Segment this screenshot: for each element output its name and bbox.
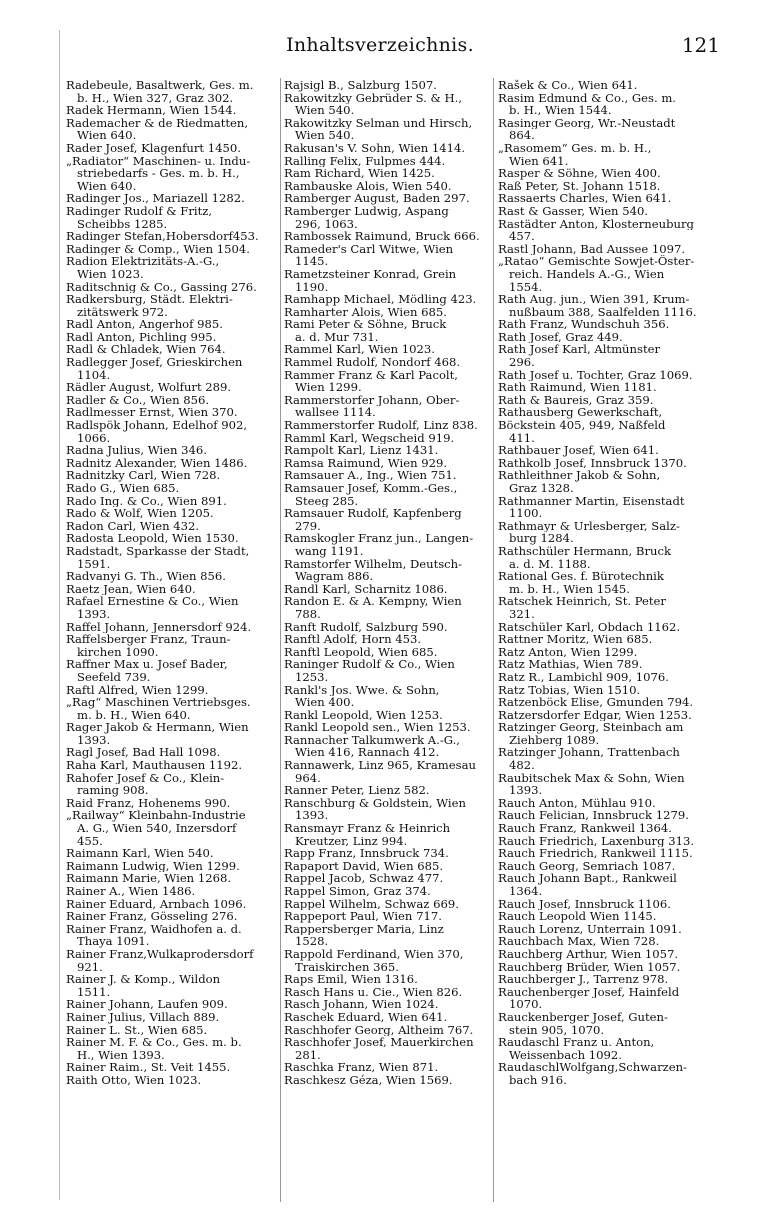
directory-entry-line: Raudaschl Franz u. Anton, — [498, 1036, 655, 1049]
directory-entry-line: raming 908. — [77, 784, 149, 797]
directory-entry-line: 321. — [509, 607, 535, 621]
directory-entry-line: Rampolt Karl, Lienz 1431. — [284, 444, 439, 457]
directory-entry-line: Rappel Jacob, Schwaz 477. — [284, 872, 444, 885]
directory-entry-line: 1393. — [509, 784, 543, 797]
directory-entry-line: H., Wien 1393. — [77, 1048, 165, 1062]
directory-entry-line: 1104. — [77, 368, 111, 382]
page-number: 121 — [681, 33, 720, 57]
directory-entry-line: Rauch Anton, Mühlau 910. — [498, 796, 656, 810]
directory-entry-line: zitätswerk 972. — [77, 305, 168, 319]
directory-entry-line: Rädler August, Wolfurt 289. — [66, 381, 232, 394]
directory-entry-line: Rado Ing. & Co., Wien 891. — [66, 494, 227, 508]
directory-entry-line: Ramml Karl, Wegscheid 919. — [284, 431, 455, 445]
directory-entry-line: Raditschnig & Co., Gassing 276. — [66, 280, 257, 294]
directory-entry-line: Ratschek Heinrich, St. Peter — [498, 595, 666, 608]
directory-entry-line: Raha Karl, Mauthausen 1192. — [66, 759, 243, 772]
directory-entry-line: Wien 416, Rannach 412. — [295, 746, 440, 760]
directory-entry-line: Rašek & Co., Wien 641. — [498, 79, 638, 92]
directory-entry-line: Rast & Gasser, Wien 540. — [498, 204, 649, 218]
directory-entry-line: 1393. — [77, 607, 111, 621]
directory-entry-line: „Rasomem“ Ges. m. b. H., — [498, 141, 652, 155]
directory-entry-line: Rasper & Söhne, Wien 400. — [498, 167, 661, 180]
directory-entry-line: 921. — [77, 960, 103, 974]
directory-entry-line: Rakowitzky Gebrüder S. & H., — [284, 91, 463, 105]
directory-entry-line: Rathmayr & Urlesberger, Salz- — [498, 519, 680, 533]
directory-entry-line: Rathleithner Jakob & Sohn, — [498, 469, 661, 482]
directory-entry-line: Seefeld 739. — [77, 670, 151, 684]
directory-entry-line: Rauchberg Brüder, Wien 1057. — [498, 960, 681, 974]
directory-entry-line: Radion Elektrizitäts-A.-G., — [66, 255, 220, 268]
directory-entry-line: Rameder's Carl Witwe, Wien — [284, 242, 454, 256]
directory-entry-line: Radna Julius, Wien 346. — [66, 444, 207, 457]
directory-entry-line: Radinger & Comp., Wien 1504. — [66, 242, 250, 256]
directory-entry-line: Raps Emil, Wien 1316. — [284, 973, 418, 986]
directory-entry-line: Rappel Wilhelm, Schwaz 669. — [284, 897, 459, 911]
directory-entry-line: Rammel Karl, Wien 1023. — [284, 343, 435, 357]
directory-entry-line: Ram Richard, Wien 1425. — [284, 167, 435, 180]
directory-entry-line: Rathschüler Hermann, Bruck — [498, 544, 671, 558]
directory-entry-line: Raimann Marie, Wien 1268. — [66, 872, 232, 885]
directory-entry-line: Rauchberg Arthur, Wien 1057. — [498, 947, 679, 961]
directory-entry-line: Ragl Josef, Bad Hall 1098. — [66, 746, 221, 760]
directory-entry-line: 455. — [77, 834, 103, 848]
directory-entry-line: Ratz R., Lambichl 909, 1076. — [498, 670, 669, 684]
directory-entry-line: 1100. — [509, 507, 543, 520]
directory-entry-line: Radl & Chladek, Wien 764. — [66, 343, 226, 357]
directory-entry-line: 864. — [509, 129, 535, 142]
directory-entry-line: Scheibbs 1285. — [77, 217, 168, 231]
directory-entry-line: Rath Raimund, Wien 1181. — [498, 381, 657, 394]
directory-entry-line: Rathbauer Josef, Wien 641. — [498, 444, 659, 457]
directory-entry-line: Ramberger August, Baden 297. — [284, 192, 470, 205]
directory-entry-line: Rapaport David, Wien 685. — [284, 859, 444, 873]
directory-entry-line: Rasinger Georg, Wr.-Neustadt — [498, 116, 676, 130]
directory-entry-line: Ziehberg 1089. — [509, 733, 600, 747]
directory-entry-line: Ranner Peter, Lienz 582. — [284, 784, 430, 797]
directory-entry-line: Radebeule, Basaltwerk, Ges. m. — [66, 79, 254, 92]
directory-entry-line: Rainer Raim., St. Veit 1455. — [66, 1061, 231, 1074]
directory-entry-line: Ramharter Alois, Wien 685. — [284, 305, 447, 319]
directory-entry-line: bach 916. — [509, 1073, 567, 1087]
directory-entry-line: Rappel Simon, Graz 374. — [284, 885, 431, 898]
directory-entry-line: 1253. — [295, 670, 329, 684]
directory-entry-line: Rassaerts Charles, Wien 641. — [498, 192, 672, 205]
directory-entry-line: Raubitschek Max & Sohn, Wien — [498, 771, 685, 785]
directory-column-3 — [498, 79, 714, 1087]
directory-entry-line: Raetz Jean, Wien 640. — [66, 582, 196, 596]
directory-entry-line: Ratz Mathias, Wien 789. — [498, 658, 643, 671]
directory-entry-line: 1145. — [295, 255, 329, 268]
directory-entry-line: Wien 641. — [509, 154, 569, 168]
directory-entry-line: Radnitz Alexander, Wien 1486. — [66, 456, 248, 470]
directory-entry-line: kirchen 1090. — [77, 645, 159, 659]
directory-entry-line: Rainer Franz, Gösseling 276. — [66, 910, 238, 923]
directory-entry-line: Rakowitzky Selman und Hirsch, — [284, 116, 473, 130]
directory-entry-line: Raffelsberger Franz, Traun- — [66, 633, 231, 646]
directory-entry-line: Rainer Johann, Laufen 909. — [66, 998, 228, 1011]
directory-entry-line: Rauch Georg, Semriach 1087. — [498, 859, 676, 873]
directory-entry-line: burg 1284. — [509, 532, 574, 545]
directory-entry-line: Radinger Rudolf & Fritz, — [66, 204, 213, 218]
directory-entry-line: a. d. Mur 731. — [295, 330, 379, 344]
directory-entry-line: Rauchberger J., Tarrenz 978. — [498, 973, 669, 986]
directory-entry-line: Radvanyi G. Th., Wien 856. — [66, 570, 226, 583]
directory-entry-line: Wien 1023. — [77, 267, 144, 281]
directory-entry-line: Rajsigl B., Salzburg 1507. — [284, 79, 437, 92]
directory-entry-line: Thaya 1091. — [77, 935, 150, 948]
directory-entry-line: Ramsauer A., Ing., Wien 751. — [284, 469, 457, 482]
directory-entry-line: Rasch Johann, Wien 1024. — [284, 998, 439, 1011]
directory-entry-line: Rath Franz, Wundschuh 356. — [498, 318, 670, 331]
directory-entry-line: Böckstein 405, 949, Naßfeld — [498, 419, 666, 432]
directory-entry-line: Rappersberger Maria, Linz — [284, 922, 444, 936]
directory-entry-line: Rami Peter & Söhne, Bruck — [284, 318, 447, 331]
directory-entry-line: Traiskirchen 365. — [295, 960, 399, 974]
directory-entry-line: Rankl's Jos. Wwe. & Sohn, — [284, 683, 440, 697]
directory-entry-line: Ratzenböck Elise, Gmunden 794. — [498, 696, 694, 709]
directory-entry-line: „Ratao“ Gemischte Sowjet-Öster- — [498, 255, 695, 268]
directory-entry-line: Radinger Jos., Mariazell 1282. — [66, 192, 245, 205]
directory-entry-line: Ranschburg & Goldstein, Wien — [284, 796, 466, 810]
directory-entry-line: Rappeport Paul, Wien 717. — [284, 910, 442, 923]
directory-entry-line: Radek Hermann, Wien 1544. — [66, 104, 237, 117]
directory-entry-line: Rasim Edmund & Co., Ges. m. — [498, 91, 676, 105]
directory-entry-line: Radlegger Josef, Grieskirchen — [66, 356, 243, 369]
directory-entry-line: Ramsauer Josef, Komm.-Ges., — [284, 482, 458, 495]
directory-entry-line: reich. Handels A.-G., Wien — [509, 267, 665, 281]
directory-entry-line: Raschka Franz, Wien 871. — [284, 1061, 439, 1074]
directory-entry-line: 1364. — [509, 885, 543, 898]
directory-entry-line: Wagram 886. — [295, 570, 374, 583]
directory-entry-line: Ranftl Leopold, Wien 685. — [284, 645, 438, 659]
directory-entry-line: Rauch Johann Bapt., Rankweil — [498, 872, 677, 885]
directory-entry-line: 788. — [295, 607, 321, 621]
directory-column-2 — [284, 79, 500, 1087]
directory-entry-line: Rappold Ferdinand, Wien 370, — [284, 947, 464, 961]
directory-entry-line: Rastl Johann, Bad Aussee 1097. — [498, 242, 686, 256]
directory-entry-line: Wien 640. — [77, 129, 137, 142]
directory-entry-line: Ralling Felix, Fulpmes 444. — [284, 154, 446, 168]
directory-entry-line: Rastädter Anton, Klosterneuburg — [498, 217, 694, 231]
directory-entry-line: Ramskogler Franz jun., Langen- — [284, 532, 474, 545]
directory-entry-line: Rammer Franz & Karl Pacolt, — [284, 368, 458, 382]
directory-entry-line: 1554. — [509, 280, 543, 294]
directory-entry-line: Rambauske Alois, Wien 540. — [284, 179, 452, 193]
directory-entry-line: „Radiator“ Maschinen- u. Indu- — [66, 154, 251, 168]
directory-entry-line: Rainer Franz, Waidhofen a. d. — [66, 922, 242, 936]
directory-entry-line: Radosta Leopold, Wien 1530. — [66, 532, 239, 545]
directory-entry-line: stein 905, 1070. — [509, 1023, 605, 1037]
directory-entry-line: Radstadt, Sparkasse der Stadt, — [66, 544, 250, 558]
directory-entry-line: Raimann Karl, Wien 540. — [66, 847, 214, 860]
directory-entry-line: Rainer J. & Komp., Wildon — [66, 973, 221, 986]
directory-entry-line: Rainer Eduard, Arnbach 1096. — [66, 897, 247, 911]
directory-entry-line: Rainer Franz,Wulkaprodersdorf — [66, 947, 254, 961]
directory-entry-line: Rath Josef, Graz 449. — [498, 330, 623, 344]
directory-entry-line: Rauch Lorenz, Unterrain 1091. — [498, 922, 682, 936]
directory-entry-line: Rauch Leopold Wien 1145. — [498, 910, 657, 923]
directory-entry-line: b. H., Wien 1544. — [509, 104, 612, 117]
directory-entry-line: 281. — [295, 1048, 321, 1062]
directory-entry-line: Ramberger Ludwig, Aspang — [284, 204, 449, 218]
directory-entry-line: Rannacher Talkumwerk A.-G., — [284, 733, 460, 747]
directory-entry-line: Raftl Alfred, Wien 1299. — [66, 683, 209, 697]
directory-entry-line: Ratzersdorfer Edgar, Wien 1253. — [498, 708, 692, 722]
directory-entry-line: Rainer M. F. & Co., Ges. m. b. — [66, 1036, 242, 1049]
directory-entry-line: Rado G., Wien 685. — [66, 482, 180, 495]
directory-entry-line: 411. — [509, 431, 535, 445]
directory-entry-line: 1190. — [295, 280, 329, 294]
directory-entry-line: a. d. M. 1188. — [509, 557, 591, 571]
directory-entry-line: Ratz Tobias, Wien 1510. — [498, 683, 641, 697]
directory-entry-line: A. G., Wien 540, Inzersdorf — [77, 822, 237, 835]
directory-entry-line: Randl Karl, Scharnitz 1086. — [284, 582, 448, 596]
directory-entry-line: Ratschüler Karl, Obdach 1162. — [498, 620, 681, 634]
directory-entry-line: Raschek Eduard, Wien 641. — [284, 1010, 448, 1024]
directory-entry-line: Rammerstorfer Johann, Ober- — [284, 393, 460, 407]
directory-entry-line: Raffner Max u. Josef Bader, — [66, 658, 228, 671]
directory-entry-line: 964. — [295, 771, 321, 785]
directory-entry-line: RaudaschlWolfgang,Schwarzen- — [498, 1061, 687, 1074]
page-title: Inhaltsverzeichnis. — [286, 34, 474, 56]
directory-entry-line: Raß Peter, St. Johann 1518. — [498, 179, 661, 193]
directory-entry-line: Rauch Friedrich, Rankweil 1115. — [498, 847, 693, 860]
directory-entry-line: Wien 540. — [295, 104, 355, 117]
directory-entry-line: Wien 640. — [77, 179, 137, 193]
directory-entry-line: Rankl Leopold sen., Wien 1253. — [284, 721, 471, 734]
directory-entry-line: Randon E. & A. Kempny, Wien — [284, 595, 462, 608]
directory-entry-line: Graz 1328. — [509, 482, 574, 495]
directory-entry-line: Radl Anton, Angerhof 985. — [66, 318, 223, 331]
directory-entry-line: „Railway“ Kleinbahn-Industrie — [66, 809, 246, 823]
directory-entry-line: Rasch Hans u. Cie., Wien 826. — [284, 985, 463, 999]
directory-entry-line: Rath Josef Karl, Altmünster — [498, 343, 661, 357]
directory-entry-line: Rammerstorfer Rudolf, Linz 838. — [284, 419, 478, 432]
directory-entry-line: Rauch Felician, Innsbruck 1279. — [498, 809, 689, 823]
directory-entry-line: 279. — [295, 519, 321, 533]
directory-entry-line: Weissenbach 1092. — [509, 1048, 622, 1062]
directory-entry-line: striebedarfs - Ges. m. b. H., — [77, 167, 240, 180]
directory-entry-line: Rametzsteiner Konrad, Grein — [284, 267, 457, 281]
directory-entry-line: Ranft Rudolf, Salzburg 590. — [284, 620, 448, 634]
directory-entry-line: Rado & Wolf, Wien 1205. — [66, 507, 214, 520]
directory-column-1 — [66, 79, 282, 1087]
directory-entry-line: Rafael Ernestine & Co., Wien — [66, 595, 239, 608]
directory-entry-line: 1591. — [77, 557, 111, 571]
directory-entry-line: Rapp Franz, Innsbruck 734. — [284, 847, 449, 860]
directory-entry-line: Wien 1299. — [295, 381, 362, 394]
directory-entry-line: Ramsauer Rudolf, Kapfenberg — [284, 507, 462, 520]
directory-entry-line: Ranftl Adolf, Horn 453. — [284, 633, 422, 646]
directory-entry-line: 1393. — [77, 733, 111, 747]
directory-entry-line: Rankl Leopold, Wien 1253. — [284, 708, 443, 722]
directory-entry-line: Wien 400. — [295, 696, 355, 709]
directory-entry-line: 1528. — [295, 935, 329, 948]
directory-entry-line: Kreutzer, Linz 994. — [295, 834, 408, 848]
directory-entry-line: Rambossek Raimund, Bruck 666. — [284, 230, 480, 243]
directory-entry-line: 296. — [509, 356, 535, 369]
directory-entry-line: Raschkesz Géza, Wien 1569. — [284, 1073, 453, 1087]
directory-entry-line: Rathkolb Josef, Innsbruck 1370. — [498, 456, 687, 470]
directory-entry-line: Rademacher & de Riedmatten, — [66, 116, 249, 130]
directory-entry-line: 457. — [509, 230, 535, 243]
directory-entry-line: 482. — [509, 759, 535, 772]
directory-entry-line: Radinger Stefan,Hobersdorf453. — [66, 230, 259, 243]
directory-entry-line: „Rag“ Maschinen Vertriebsges. — [66, 696, 251, 709]
directory-entry-line: Rathausberg Gewerkschaft, — [498, 406, 663, 420]
directory-entry-line: b. H., Wien 327, Graz 302. — [77, 91, 234, 105]
directory-entry-line: Rainer Julius, Villach 889. — [66, 1010, 220, 1024]
directory-entry-line: Rainer L. St., Wien 685. — [66, 1023, 208, 1037]
directory-entry-line: Radler & Co., Wien 856. — [66, 393, 210, 407]
directory-entry-line: 1070. — [509, 998, 543, 1011]
directory-entry-line: Rannawerk, Linz 965, Kramesau — [284, 759, 476, 772]
directory-entry-line: Rahofer Josef & Co., Klein- — [66, 771, 225, 785]
directory-entry-line: Ramstorfer Wilhelm, Deutsch- — [284, 557, 463, 571]
directory-entry-line: Rainer A., Wien 1486. — [66, 885, 196, 898]
directory-entry-line: Ratzinger Johann, Trattenbach — [498, 746, 680, 760]
directory-entry-line: Radl Anton, Pichling 995. — [66, 330, 217, 344]
directory-entry-line: Rader Josef, Klagenfurt 1450. — [66, 141, 241, 155]
directory-entry-line: Rakusan's V. Sohn, Wien 1414. — [284, 141, 466, 155]
directory-entry-line: m. b. H., Wien 1545. — [509, 582, 630, 596]
directory-entry-line: Raimann Ludwig, Wien 1299. — [66, 859, 240, 873]
directory-entry-line: Raninger Rudolf & Co., Wien — [284, 658, 455, 671]
directory-entry-line: Rauckenberger Josef, Guten- — [498, 1010, 668, 1024]
directory-entry-line: 1511. — [77, 985, 111, 999]
directory-entry-line: wallsee 1114. — [295, 406, 376, 420]
directory-entry-line: Rational Ges. f. Bürotechnik — [498, 570, 664, 583]
directory-entry-line: Steeg 285. — [295, 494, 359, 508]
directory-entry-line: Wien 540. — [295, 129, 355, 142]
directory-entry-line: Ratzinger Georg, Steinbach am — [498, 721, 684, 734]
directory-entry-line: Rath Josef u. Tochter, Graz 1069. — [498, 368, 693, 382]
directory-entry-line: Raffel Johann, Jennersdorf 924. — [66, 620, 252, 634]
directory-entry-line: Rath Aug. jun., Wien 391, Krum- — [498, 293, 690, 306]
directory-entry-line: Ratz Anton, Wien 1299. — [498, 645, 638, 659]
directory-entry-line: Rauch Friedrich, Laxenburg 313. — [498, 834, 695, 848]
directory-entry-line: Rath & Baureis, Graz 359. — [498, 393, 654, 407]
directory-entry-line: Radlmesser Ernst, Wien 370. — [66, 406, 238, 420]
directory-entry-line: Radkersburg, Städt. Elektri- — [66, 293, 233, 306]
page-margin-rule — [59, 30, 60, 1200]
directory-entry-line: Radnitzky Carl, Wien 728. — [66, 469, 221, 482]
directory-entry-line: m. b. H., Wien 640. — [77, 708, 191, 722]
directory-entry-line: 1393. — [295, 809, 329, 823]
directory-entry-line: wang 1191. — [295, 544, 364, 558]
directory-entry-line: Rauchenberger Josef, Hainfeld — [498, 985, 680, 999]
directory-entry-line: Radon Carl, Wien 432. — [66, 519, 200, 533]
directory-entry-line: Rager Jakob & Hermann, Wien — [66, 721, 249, 734]
directory-entry-line: Raschhofer Georg, Altheim 767. — [284, 1023, 474, 1037]
directory-entry-line: Rattner Moritz, Wien 685. — [498, 633, 653, 646]
directory-entry-line: Radlspök Johann, Edelhof 902, — [66, 419, 248, 432]
directory-entry-line: Rauchbach Max, Wien 728. — [498, 935, 660, 948]
directory-entry-line: Rammel Rudolf, Nondorf 468. — [284, 356, 461, 369]
directory-entry-line: 296, 1063. — [295, 217, 358, 231]
directory-entry-line: 1066. — [77, 431, 111, 445]
directory-entry-line: Raid Franz, Hohenems 990. — [66, 796, 231, 810]
directory-entry-line: Ramhapp Michael, Mödling 423. — [284, 293, 477, 306]
directory-entry-line: Rauch Josef, Innsbruck 1106. — [498, 897, 671, 911]
directory-entry-line: Rathmanner Martin, Eisenstadt — [498, 494, 685, 508]
directory-entry-line: nußbaum 388, Saalfelden 1116. — [509, 305, 697, 319]
directory-entry-line: Raith Otto, Wien 1023. — [66, 1073, 202, 1087]
directory-entry-line: Raschhofer Josef, Mauerkirchen — [284, 1036, 474, 1049]
directory-entry-line: Ransmayr Franz & Heinrich — [284, 822, 451, 835]
directory-entry-line: Ramsa Raimund, Wien 929. — [284, 456, 448, 470]
directory-entry-line: Rauch Franz, Rankweil 1364. — [498, 822, 672, 835]
